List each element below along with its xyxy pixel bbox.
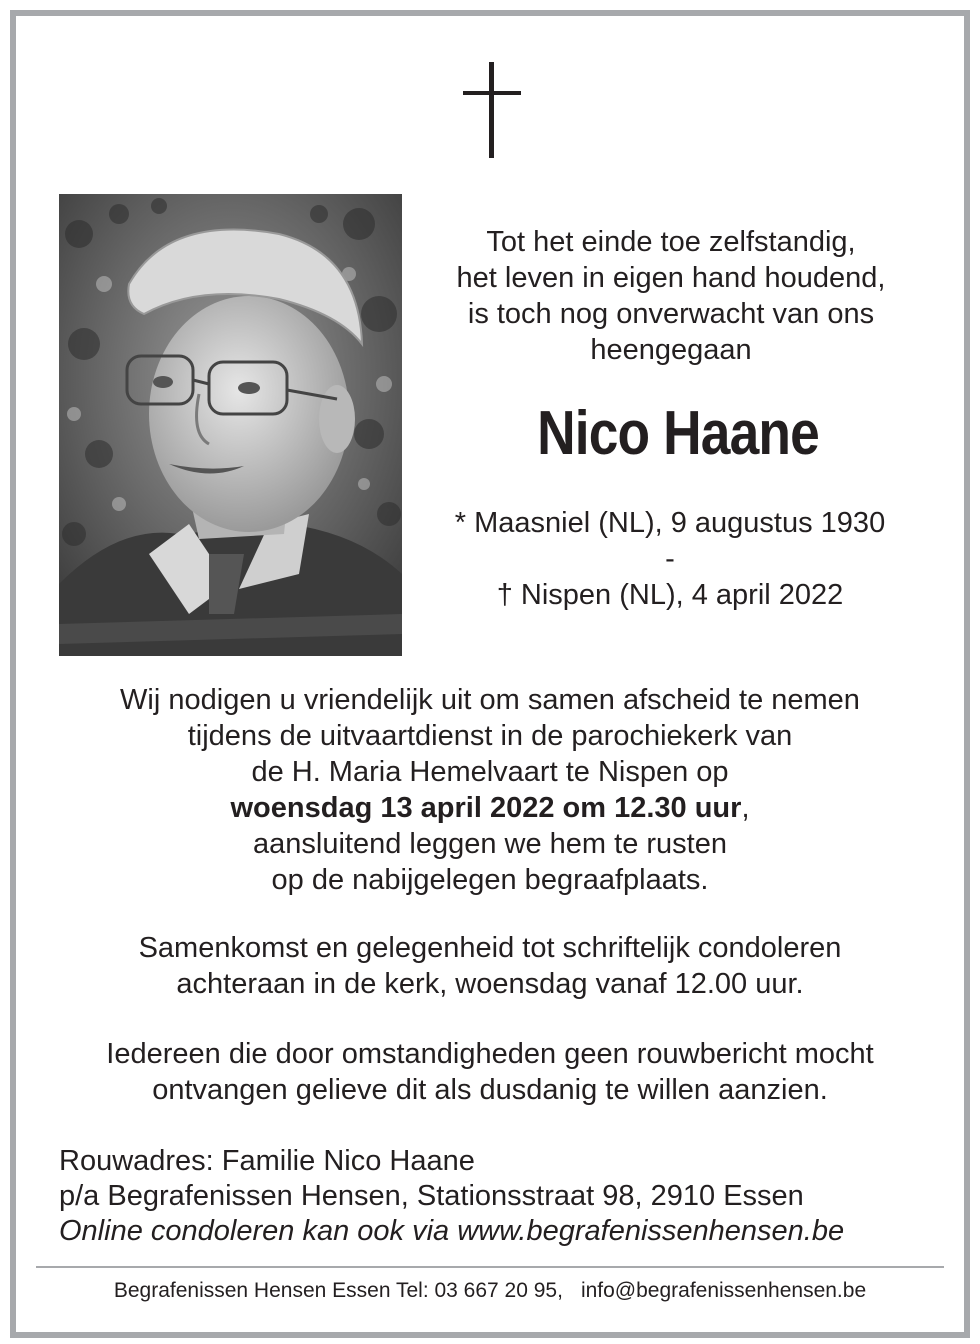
invitation-line: op de nabijgelegen begraafplaats. xyxy=(271,864,709,896)
intro-line: het leven in eigen hand houdend, xyxy=(456,262,886,294)
intro-text xyxy=(420,224,922,368)
online-condolence-line: Online condoleren kan ook via www.begrafenissenhensen.be xyxy=(59,1215,845,1247)
address-line: p/a Begrafenissen Hensen, Stationsstraat 98, 2910 Essen xyxy=(59,1180,804,1212)
gathering-info xyxy=(40,930,940,1002)
service-date: woensdag 13 april 2022 om 12.30 uur xyxy=(230,792,742,824)
deceased-name: Nico Haane xyxy=(537,399,819,468)
invitation-line: Wij nodigen u vriendelijk uit om samen afscheid te nemen xyxy=(120,684,860,716)
notice-info xyxy=(40,1036,940,1108)
intro-line: Tot het einde toe zelfstandig, xyxy=(486,226,856,258)
intro-line: heengegaan xyxy=(590,334,752,366)
footer-divider xyxy=(36,1266,944,1268)
notice-line: ontvangen gelieve dit als dusdanig te willen aanzien. xyxy=(152,1074,828,1106)
invitation-line: aansluitend leggen we hem te rusten xyxy=(253,828,727,860)
notice-line: Iedereen die door omstandigheden geen rouwbericht mocht xyxy=(106,1038,874,1070)
footer xyxy=(36,1276,944,1306)
cross-icon xyxy=(463,62,521,158)
gathering-line: achteraan in de kerk, woensdag vanaf 12.00 uur. xyxy=(176,968,804,1000)
intro-line: is toch nog onverwacht van ons xyxy=(467,298,875,330)
birth-line: * Maasniel (NL), 9 augustus 1930 xyxy=(454,507,886,539)
gathering-line: Samenkomst en gelegenheid tot schriftelijk condoleren xyxy=(138,932,842,964)
invitation-line: tijdens de uitvaartdienst in de parochiekerk van xyxy=(187,720,793,752)
portrait-photo xyxy=(59,194,402,656)
footer-company-phone: Begrafenissen Hensen Essen Tel: 03 667 20 95, xyxy=(113,1279,563,1302)
invitation-date-line xyxy=(40,790,940,826)
life-dates xyxy=(420,505,920,613)
invitation-line: de H. Maria Hemelvaart te Nispen op xyxy=(251,756,729,788)
footer-email: info@begrafenissenhensen.be xyxy=(580,1279,867,1302)
dates-separator: - xyxy=(665,543,675,575)
address-line: Rouwadres: Familie Nico Haane xyxy=(59,1145,475,1177)
death-line: † Nispen (NL), 4 april 2022 xyxy=(496,579,844,611)
funeral-invitation xyxy=(40,682,940,898)
mourning-address xyxy=(59,1144,939,1249)
service-date-suffix: , xyxy=(741,792,750,824)
